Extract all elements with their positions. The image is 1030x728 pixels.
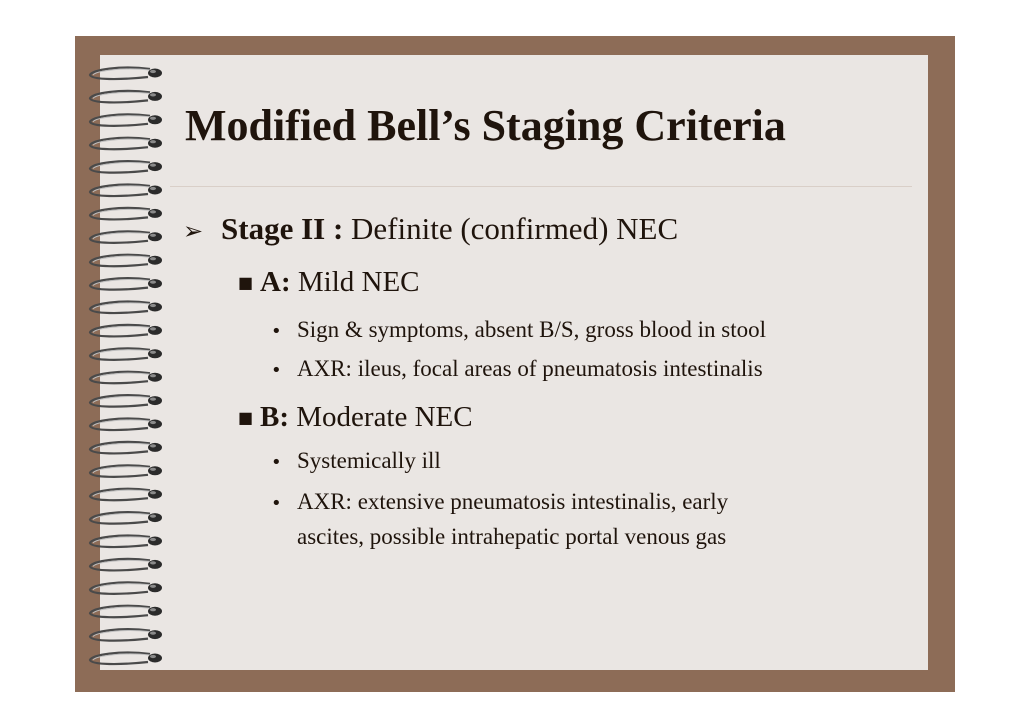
spiral-ring [90,138,162,150]
spiral-ring [90,606,162,618]
sub-a-label: A: [260,266,291,298]
square-bullet-icon: ■ [238,273,254,292]
spiral-binding-icon [80,55,180,675]
stage-label: Stage II : [221,211,344,246]
slide-title: Modified Bell’s Staging Criteria [185,101,786,150]
spiral-ring [90,582,162,594]
bullet-item [271,316,766,346]
round-bullet-icon: • [271,321,282,342]
spiral-ring [90,255,162,267]
bullet-text: AXR: ileus, focal areas of pneumatosis intestinalis [297,356,763,381]
spiral-ring [90,465,162,477]
bullet-text: ascites, possible intrahepatic portal venous gas [297,524,727,549]
spiral-ring [90,278,162,290]
spiral-ring [90,442,162,454]
spiral-ring [90,512,162,524]
stage-heading [183,209,678,251]
round-bullet-icon: • [271,452,282,473]
spiral-ring [90,325,162,337]
spiral-ring [90,372,162,384]
spiral-ring [90,161,162,173]
spiral-ring [90,231,162,243]
sub-b-text: Moderate NEC [289,401,473,433]
square-bullet-icon: ■ [238,408,254,427]
stage-text: Definite (confirmed) NEC [343,211,679,246]
bullet-item [271,447,441,477]
round-bullet-icon: • [271,360,282,381]
bullet-continuation [297,523,726,551]
spiral-ring [90,348,162,360]
round-bullet-icon: • [271,493,282,514]
title-divider [170,186,912,187]
bullet-item [271,488,728,518]
sub-heading-b [238,398,473,437]
spiral-ring [90,653,162,665]
spiral-ring [90,68,162,80]
spiral-ring [90,536,162,548]
bullet-text: AXR: extensive pneumatosis intestinalis, early [297,489,729,514]
bullet-text: Sign & symptoms, absent B/S, gross blood in stool [297,317,766,342]
spiral-ring [90,302,162,314]
spiral-ring [90,395,162,407]
spiral-ring [90,419,162,431]
sub-heading-a [238,263,420,302]
spiral-ring [90,114,162,126]
sub-a-text: Mild NEC [290,266,420,298]
spiral-ring [90,208,162,220]
spiral-ring [90,185,162,197]
spiral-ring [90,91,162,103]
bullet-text: Systemically ill [297,448,441,473]
bullet-item [271,355,763,385]
spiral-ring [90,489,162,501]
arrow-bullet-icon: ➢ [183,217,204,245]
spiral-ring [90,629,162,641]
spiral-ring [90,559,162,571]
sub-b-label: B: [260,401,289,433]
